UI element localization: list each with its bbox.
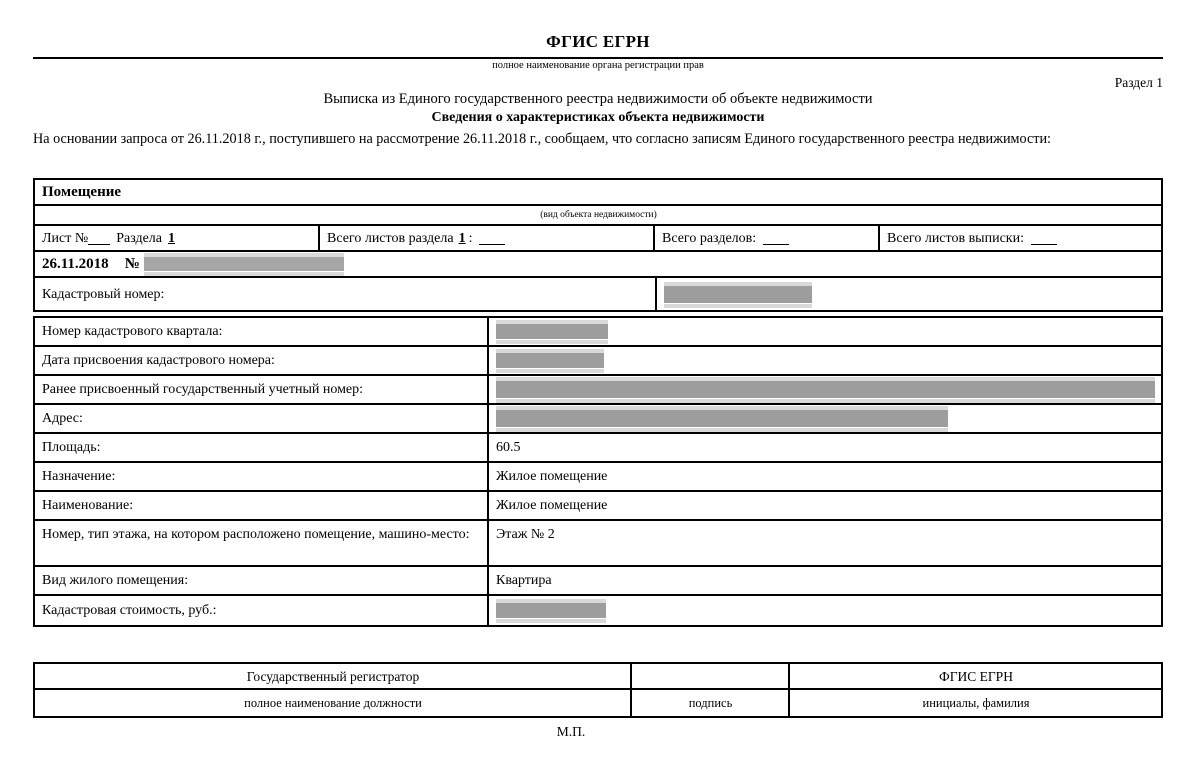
table-row: [35, 690, 1161, 716]
cadastral-number-label: Кадастровый номер:: [35, 278, 657, 310]
document-number-symbol: №: [124, 255, 140, 272]
row-value: [489, 347, 1161, 374]
document-number-redacted: [144, 257, 344, 271]
cadastral-number-redacted: [664, 286, 812, 303]
total-extract-sheets-label: Всего листов выписки:: [887, 230, 1024, 246]
total-sheets-cell: [320, 226, 655, 250]
sheet-number-blank: [88, 231, 110, 245]
table-row: [35, 318, 1161, 347]
cadastral-quarter-redacted: [496, 324, 608, 339]
row-value: [489, 376, 1161, 403]
row-value: [489, 318, 1161, 345]
object-type-value: Помещение: [42, 183, 122, 200]
row-value: [489, 596, 1161, 625]
signature-area: [632, 664, 790, 688]
organization-name: ФГИС ЕГРН: [546, 32, 650, 51]
table-row: [35, 405, 1161, 434]
organization-name-caption: полное наименование органа регистрации прав: [492, 60, 704, 71]
document-date: 26.11.2018: [42, 255, 109, 272]
object-info-table: [33, 178, 1163, 312]
total-sections-blank: [763, 231, 789, 245]
row-label: Вид жилого помещения:: [35, 567, 489, 594]
cadastral-cost-redacted: [496, 603, 606, 618]
cadastral-number-value: [657, 278, 1161, 310]
table-row: [35, 206, 1161, 226]
table-row: [35, 567, 1161, 596]
row-label: Ранее присвоенный государственный учетный номер:: [35, 376, 489, 403]
signature-table: [33, 662, 1163, 718]
table-row: [35, 596, 1161, 625]
total-sheets-value: 1: [458, 230, 466, 246]
section-label: Раздел 1: [1114, 75, 1163, 90]
assignment-date-redacted: [496, 353, 604, 368]
stamp-mark: М.П.: [556, 724, 586, 739]
total-sheets-colon: :: [468, 230, 473, 246]
table-row: [35, 347, 1161, 376]
object-type-caption: (вид объекта недвижимости): [540, 209, 657, 220]
total-extract-sheets-blank: [1031, 231, 1057, 245]
table-row: [35, 226, 1161, 252]
total-sheets-label: Всего листов раздела: [327, 230, 454, 246]
row-label: Адрес:: [35, 405, 489, 432]
total-sheets-blank: [479, 231, 505, 245]
row-label: Номер кадастрового квартала:: [35, 318, 489, 345]
row-label: Кадастровая стоимость, руб.:: [35, 596, 489, 625]
characteristics-table: [33, 316, 1163, 627]
organization-title: ФГИС ЕГРН: [939, 668, 1013, 684]
row-label: Дата присвоения кадастрового номера:: [35, 347, 489, 374]
row-label: Наименование:: [35, 492, 489, 519]
sheet-number-label: Лист №: [42, 230, 89, 246]
row-value: 60.5: [496, 440, 521, 455]
sheet-number-cell: [35, 226, 320, 250]
table-row: [35, 521, 1161, 567]
table-row: [35, 278, 1161, 310]
row-label: Назначение:: [35, 463, 489, 490]
intro-paragraph: На основании запроса от 26.11.2018 г., поступившего на рассмотрение 26.11.2018 г., сообщаем, что согласно записям Единого государственного реестра недвижимости:: [33, 131, 1052, 147]
registrar-caption: полное наименование должности: [35, 690, 632, 716]
table-row: [35, 463, 1161, 492]
header-divider: [33, 57, 1163, 59]
table-row: [35, 492, 1161, 521]
row-value: Квартира: [496, 573, 552, 588]
table-row: [35, 180, 1161, 206]
table-row: [35, 252, 1161, 278]
document-date-cell: [35, 252, 1161, 276]
organization-caption: инициалы, фамилия: [922, 695, 1030, 710]
sheet-section-value: 1: [168, 230, 176, 246]
document-title-line1: Выписка из Единого государственного реестра недвижимости об объекте недвижимости: [323, 91, 873, 107]
row-value: Жилое помещение: [496, 498, 608, 513]
signature-caption: подпись: [632, 690, 790, 716]
row-value: Этаж № 2: [496, 527, 555, 542]
total-extract-sheets-cell: [880, 226, 1161, 250]
table-row: [35, 434, 1161, 463]
document-title-line2: Сведения о характеристиках объекта недвижимости: [431, 110, 765, 125]
row-value: Жилое помещение: [496, 469, 608, 484]
table-row: [35, 664, 1161, 690]
total-sections-label: Всего разделов:: [662, 230, 757, 246]
row-label: Номер, тип этажа, на котором расположено помещение, машино-место:: [35, 521, 489, 565]
sheet-section-label: Раздела: [116, 230, 163, 246]
table-row: [35, 376, 1161, 405]
address-redacted: [496, 410, 948, 427]
previous-number-redacted: [496, 381, 1155, 398]
stamp-mark-area: [33, 724, 1163, 740]
row-label: Площадь:: [35, 434, 489, 461]
total-sections-cell: [655, 226, 880, 250]
row-value: [489, 405, 1161, 432]
registrar-title: Государственный регистратор: [35, 664, 632, 688]
